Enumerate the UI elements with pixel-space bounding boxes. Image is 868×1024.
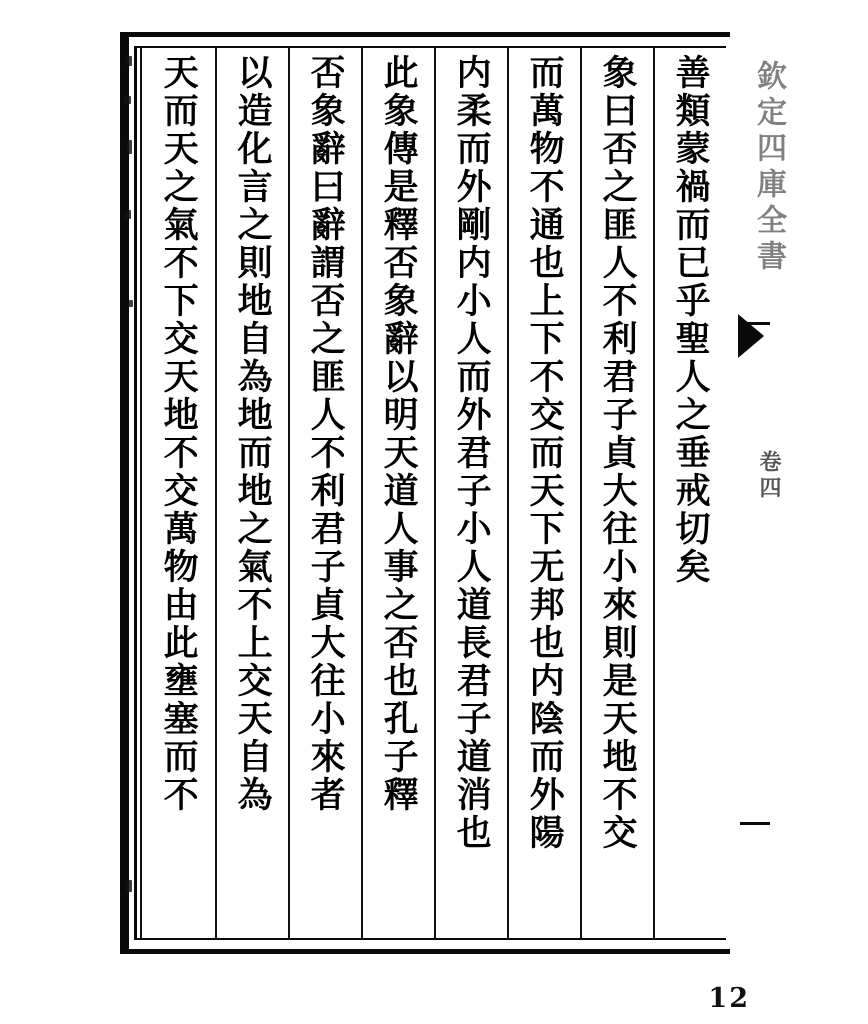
- column-text: 以造化言之則地自為地而地之氣不上交天自為: [232, 54, 274, 814]
- fold-tick-bottom: [740, 822, 770, 825]
- column-text: 善類蒙禍而已乎聖人之垂戒切矣: [670, 54, 712, 586]
- fold-margin: [730, 32, 810, 954]
- column-text: 此象傳是釋否象辭以明天道人事之否也孔子釋: [378, 54, 420, 814]
- text-column-5: [361, 48, 434, 938]
- column-text: 否象辭曰辭謂否之匪人不利君子貞大往小來者: [305, 54, 347, 814]
- column-text: 内柔而外剛内小人而外君子小人道長君子道消也: [451, 54, 493, 852]
- scan-speck: [127, 140, 132, 154]
- text-columns: [140, 48, 726, 938]
- column-text: 象曰否之匪人不利君子貞大往小來則是天地不交: [597, 54, 639, 852]
- text-column-6: [288, 48, 361, 938]
- scan-speck: [128, 300, 133, 307]
- column-text: 而萬物不通也上下不交而天下无邦也内陰而外陽: [524, 54, 566, 852]
- juan-label: 卷四: [756, 450, 782, 502]
- column-text: 天而天之氣不下交天地不交萬物由此壅塞而不: [158, 54, 200, 814]
- book-title: 欽定四庫全書: [751, 60, 786, 276]
- text-column-4: [434, 48, 507, 938]
- text-column-7: [215, 48, 288, 938]
- scan-speck: [124, 96, 131, 104]
- text-column-3: [507, 48, 580, 938]
- text-column-1: [653, 48, 726, 938]
- fold-tick-top: [740, 322, 770, 325]
- text-column-2: [580, 48, 653, 938]
- scan-speck: [125, 210, 131, 219]
- fold-wedge-mark: [738, 314, 764, 358]
- scan-speck: [126, 56, 132, 66]
- page-number: 12: [708, 983, 750, 1014]
- text-column-8: [140, 48, 215, 938]
- scan-speck: [126, 880, 132, 892]
